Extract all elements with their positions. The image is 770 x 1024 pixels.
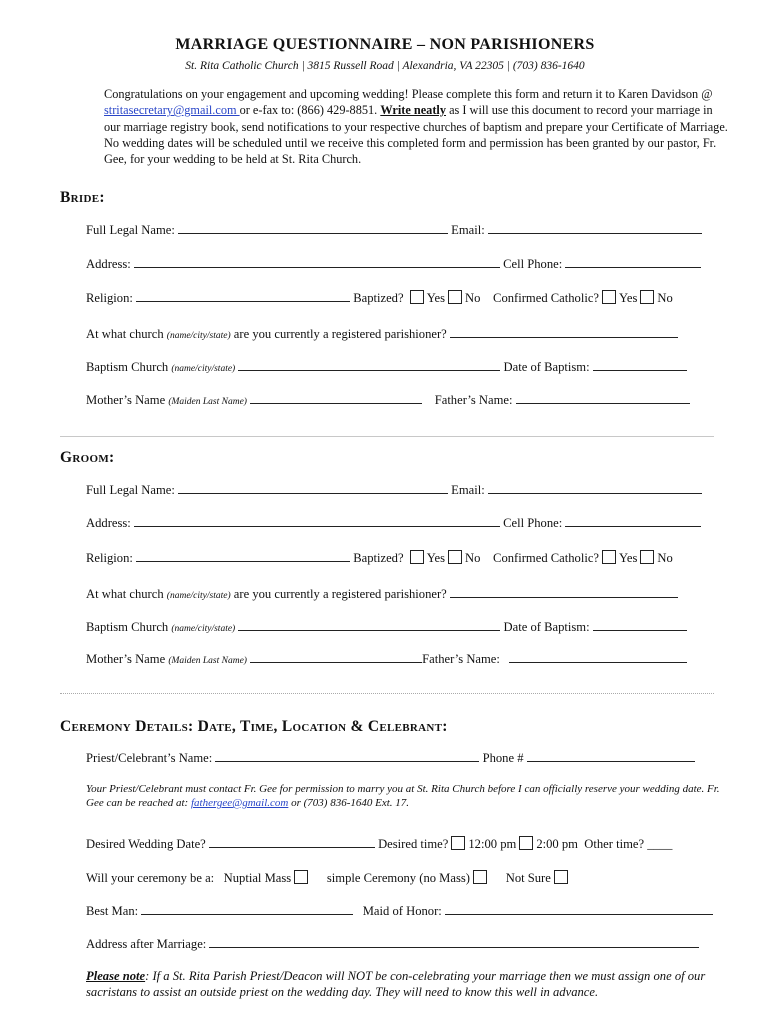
- maid-of-honor-field[interactable]: [445, 903, 713, 915]
- attendants-row: [86, 903, 713, 919]
- bride-name-row: [86, 222, 702, 238]
- intro-text-3: as I will use this document to record your marriage in our marriage registry book, send notifications to your respective churches of baptism and prepare your Certificate of Marriage. No wedding dates will be scheduled until we receive this completed form and permission has been granted by our pastor, Fr. Gee, for your wedding to be held at St. Rita Church.: [104, 103, 728, 167]
- groom-address-label: Address:: [86, 516, 131, 530]
- groom-baptism-row: [86, 619, 687, 635]
- yes-label: Yes: [426, 291, 446, 305]
- bride-parish-label: At what church: [86, 327, 164, 341]
- groom-name-field[interactable]: [178, 482, 448, 494]
- groom-confirmed-no-checkbox[interactable]: [640, 550, 654, 564]
- groom-parish-label: At what church: [86, 587, 164, 601]
- address-after-label: Address after Marriage:: [86, 937, 207, 951]
- no-label: No: [465, 291, 481, 305]
- nuptial-mass-checkbox[interactable]: [294, 870, 308, 884]
- secretary-email-link[interactable]: stritasecretary@gmail.com: [104, 103, 240, 118]
- groom-address-field[interactable]: [134, 515, 500, 527]
- bride-parents-row: [86, 392, 690, 408]
- please-note-label: Please note: [86, 969, 146, 983]
- groom-cell-field[interactable]: [565, 515, 701, 527]
- groom-baptism-church-label: Baptism Church: [86, 620, 169, 634]
- groom-cell-label: Cell Phone:: [503, 516, 563, 530]
- groom-email-field[interactable]: [488, 482, 702, 494]
- page-title: MARRIAGE QUESTIONNAIRE – NON PARISHIONERS: [175, 36, 595, 53]
- bride-cell-label: Cell Phone:: [503, 257, 563, 271]
- groom-parish-hint: (name/city/state): [166, 591, 231, 601]
- bride-baptism-row: [86, 359, 687, 375]
- groom-parish-label-2: are you currently a registered parishioner?: [233, 587, 447, 601]
- groom-baptism-hint: (name/city/state): [171, 624, 236, 634]
- other-time-label: Other time? ____: [584, 837, 673, 851]
- groom-parish-field[interactable]: [450, 586, 678, 598]
- intro-text-2: or e-fax to: (866) 429-8851.: [239, 103, 381, 118]
- bride-email-field[interactable]: [488, 222, 702, 234]
- no-label: No: [657, 551, 673, 565]
- groom-mother-label: Mother’s Name: [86, 652, 166, 666]
- ceremony-type-row: [86, 870, 571, 886]
- yes-label: Yes: [619, 551, 638, 565]
- bride-mother-hint: (Maiden Last Name): [168, 397, 247, 407]
- bride-mother-field[interactable]: [250, 392, 422, 404]
- not-sure-label: Not Sure: [505, 871, 551, 885]
- groom-name-row: [86, 482, 702, 498]
- bride-baptized-no-checkbox[interactable]: [448, 290, 462, 304]
- groom-baptism-date-label: Date of Baptism:: [503, 620, 590, 634]
- intro-text-1: Congratulations on your engagement and upcoming wedding! Please complete this form and return it to Karen Davidson @: [104, 87, 713, 101]
- groom-religion-label: Religion:: [86, 551, 133, 565]
- desired-date-field[interactable]: [209, 836, 375, 848]
- not-sure-checkbox[interactable]: [554, 870, 568, 884]
- desired-time-label: Desired time?: [378, 837, 449, 851]
- groom-baptized-yes-checkbox[interactable]: [410, 550, 424, 564]
- priest-note-text: Your Priest/Celebrant must contact Fr. Gee for permission to marry you at St. Rita Church before I can officially reserve your wedding date. Fr. Gee can be reached at:: [86, 783, 720, 809]
- groom-father-field[interactable]: [509, 651, 687, 663]
- ceremony-heading: Ceremony Details: Date, Time, Location & Celebrant:: [60, 718, 448, 735]
- groom-address-row: [86, 515, 701, 531]
- bride-baptism-hint: (name/city/state): [171, 364, 236, 374]
- pastor-email-link[interactable]: fathergee@gmail.com: [190, 797, 289, 809]
- priest-phone-field[interactable]: [527, 750, 695, 762]
- bride-parish-row: [86, 326, 678, 342]
- please-note-text: : If a St. Rita Parish Priest/Deacon will NOT be con-celebrating your marriage then we must assign one of our sacristans to assist an outside priest on the wedding day. They will need to know this well in advance.: [86, 969, 706, 999]
- bride-cell-field[interactable]: [565, 256, 701, 268]
- time-200-checkbox[interactable]: [519, 836, 533, 850]
- no-label: No: [657, 291, 673, 305]
- no-label: No: [465, 551, 481, 565]
- ceremony-type-label: Will your ceremony be a:: [86, 871, 215, 885]
- bride-parish-hint: (name/city/state): [166, 331, 231, 341]
- section-divider: [60, 436, 714, 437]
- priest-name-field[interactable]: [215, 750, 479, 762]
- bride-religion-label: Religion:: [86, 291, 133, 305]
- bride-religion-field[interactable]: [136, 290, 350, 302]
- bride-baptism-date-label: Date of Baptism:: [503, 360, 590, 374]
- bride-mother-label: Mother’s Name: [86, 393, 166, 407]
- groom-parents-row: [86, 651, 687, 667]
- bride-baptized-yes-checkbox[interactable]: [410, 290, 424, 304]
- bride-address-row: [86, 256, 701, 272]
- bride-parish-label-2: are you currently a registered parishioner?: [233, 327, 447, 341]
- priest-row: [86, 750, 695, 766]
- groom-religion-field[interactable]: [136, 550, 350, 562]
- best-man-field[interactable]: [141, 903, 353, 915]
- groom-mother-hint: (Maiden Last Name): [168, 656, 247, 666]
- bride-email-label: Email:: [451, 223, 485, 237]
- groom-email-label: Email:: [451, 483, 485, 497]
- desired-date-row: [86, 836, 672, 852]
- groom-baptism-church-field[interactable]: [238, 619, 500, 631]
- groom-baptized-no-checkbox[interactable]: [448, 550, 462, 564]
- priest-phone-label: Phone #: [482, 751, 524, 765]
- priest-permission-note: [86, 782, 726, 810]
- bride-father-label: Father’s Name:: [434, 393, 513, 407]
- groom-baptized-label: Baptized?: [353, 551, 404, 565]
- bride-baptism-church-field[interactable]: [238, 359, 500, 371]
- bride-confirmed-yes-checkbox[interactable]: [602, 290, 616, 304]
- bride-address-label: Address:: [86, 257, 131, 271]
- groom-heading: Groom:: [60, 449, 115, 466]
- bride-father-field[interactable]: [516, 392, 690, 404]
- simple-ceremony-label: simple Ceremony (no Mass): [326, 871, 470, 885]
- groom-parish-row: [86, 586, 678, 602]
- bride-name-label: Full Legal Name:: [86, 223, 175, 237]
- yes-label: Yes: [426, 551, 446, 565]
- sacristan-note: [86, 968, 726, 1000]
- groom-mother-field[interactable]: [250, 651, 422, 663]
- bride-religion-row: [86, 290, 673, 306]
- groom-confirmed-label: Confirmed Catholic?: [493, 551, 600, 565]
- bride-baptism-date-field[interactable]: [593, 359, 687, 371]
- yes-label: Yes: [619, 291, 638, 305]
- nuptial-mass-label: Nuptial Mass: [223, 871, 292, 885]
- write-neatly-emphasis: Write neatly: [380, 103, 446, 118]
- desired-date-label: Desired Wedding Date?: [86, 837, 206, 851]
- priest-name-label: Priest/Celebrant’s Name:: [86, 751, 213, 765]
- maid-of-honor-label: Maid of Honor:: [362, 904, 442, 918]
- section-divider: [60, 693, 714, 694]
- simple-ceremony-checkbox[interactable]: [473, 870, 487, 884]
- bride-baptism-church-label: Baptism Church: [86, 360, 169, 374]
- time-1200-checkbox[interactable]: [451, 836, 465, 850]
- church-contact-line: St. Rita Catholic Church | 3815 Russell Road | Alexandria, VA 22305 | (703) 836-1640: [185, 60, 585, 72]
- bride-address-field[interactable]: [134, 256, 500, 268]
- time-200-label: 2:00 pm: [536, 837, 578, 851]
- groom-name-label: Full Legal Name:: [86, 483, 175, 497]
- bride-parish-field[interactable]: [450, 326, 678, 338]
- priest-note-text-2: or (703) 836-1640 Ext. 17.: [288, 797, 410, 809]
- bride-baptized-label: Baptized?: [353, 291, 404, 305]
- intro-paragraph: [104, 86, 730, 167]
- groom-religion-row: [86, 550, 673, 566]
- groom-baptism-date-field[interactable]: [593, 619, 687, 631]
- bride-heading: Bride:: [60, 189, 105, 206]
- bride-confirmed-no-checkbox[interactable]: [640, 290, 654, 304]
- address-after-row: [86, 936, 699, 952]
- address-after-field[interactable]: [209, 936, 699, 948]
- groom-father-label: Father’s Name:: [422, 652, 500, 666]
- bride-name-field[interactable]: [178, 222, 448, 234]
- bride-confirmed-label: Confirmed Catholic?: [493, 291, 600, 305]
- best-man-label: Best Man:: [86, 904, 139, 918]
- time-1200-label: 12:00 pm: [468, 837, 517, 851]
- groom-confirmed-yes-checkbox[interactable]: [602, 550, 616, 564]
